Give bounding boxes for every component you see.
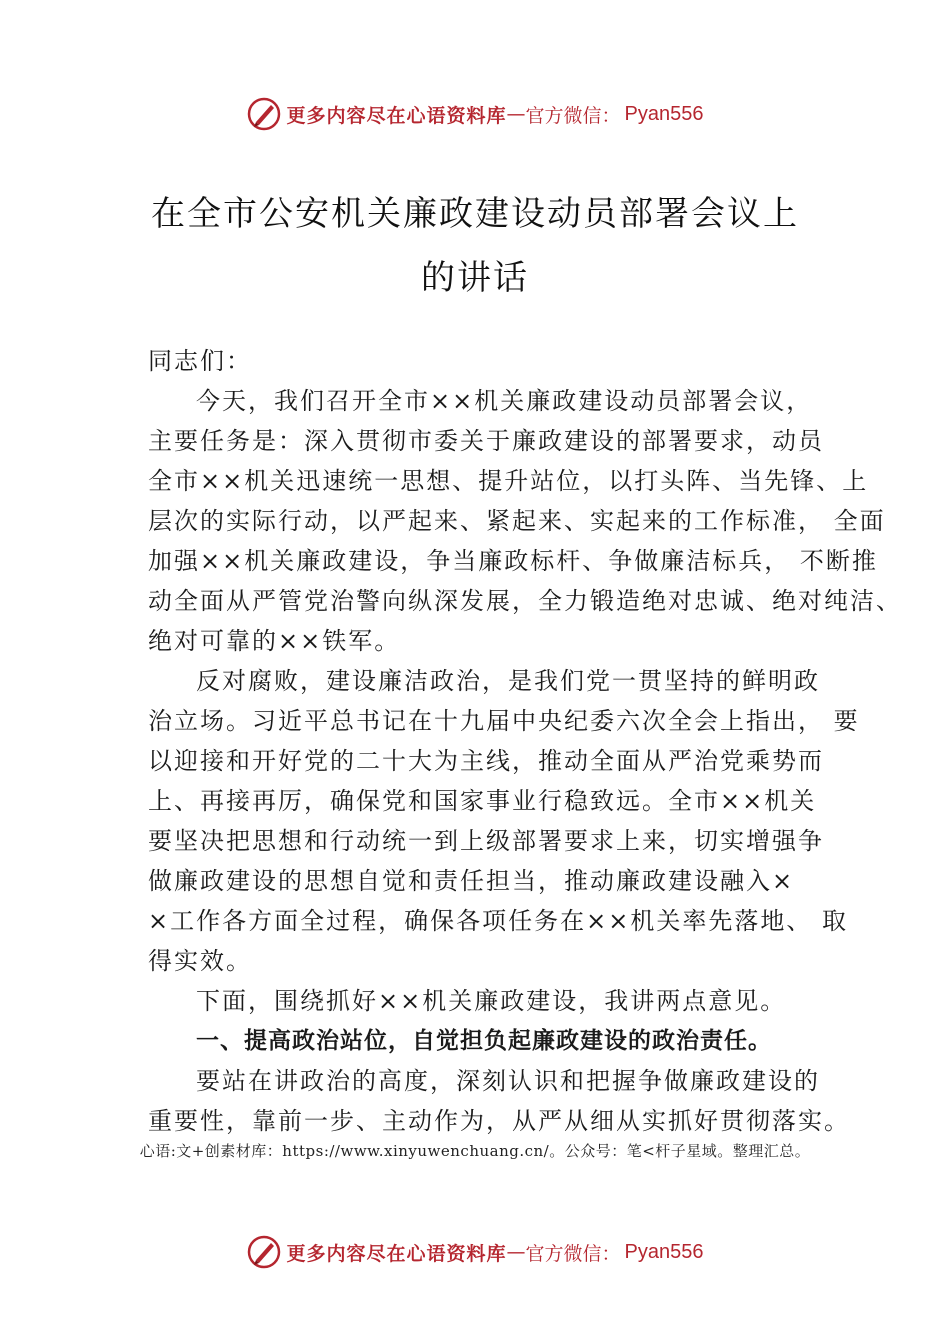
body-line: 重要性，靠前一步、主动作为，从严从细从实抓好贯彻落实。	[148, 1107, 850, 1135]
pen-logo-icon	[247, 97, 281, 131]
banner-separator: —	[506, 103, 526, 125]
body-line: 动全面从严管党治警向纵深发展，全力锻造绝对忠诚、绝对纯洁、	[148, 587, 902, 615]
body-line: 今天，我们召开全市××机关廉政建设动员部署会议，	[196, 387, 813, 415]
body-line: 做廉政建设的思想自觉和责任担当，推动廉政建设融入×	[148, 867, 795, 895]
banner-wechat-id: Pyan556	[624, 102, 704, 125]
banner-separator: —	[506, 1241, 526, 1263]
banner-wechat-id: Pyan556	[624, 1240, 704, 1263]
body-line: 层次的实际行动，以严起来、紧起来、实起来的工作标准， 全面	[148, 507, 886, 535]
footer-banner	[0, 1232, 950, 1272]
body-line: ×工作各方面全过程，确保各项任务在××机关率先落地、 取	[148, 907, 848, 935]
body-line: 要站在讲政治的高度，深刻认识和把握争做廉政建设的	[196, 1067, 820, 1095]
banner-text: 更多内容尽在心语资料库	[286, 1242, 507, 1265]
salutation: 同志们：	[148, 347, 252, 375]
body-line: 上、再接再厉，确保党和国家事业行稳致远。全市××机关	[148, 787, 817, 815]
page-title-line-1: 在全市公安机关廉政建设动员部署会议上	[151, 194, 799, 234]
footer-source-note: 心语:文+创素材库：https://www.xinyuwenchuang.cn/。公众号：笔<杆子星域。整理汇总。	[139, 1142, 811, 1160]
banner-wechat-label: 官方微信：	[525, 104, 621, 127]
body-line: 得实效。	[148, 947, 252, 975]
banner-wechat-label: 官方微信：	[525, 1242, 621, 1265]
body-line: 加强××机关廉政建设，争当廉政标杆、争做廉洁标兵， 不断推	[148, 547, 878, 575]
body-line: 主要任务是：深入贯彻市委关于廉政建设的部署要求，动员	[148, 427, 824, 455]
body-line: 治立场。习近平总书记在十九届中央纪委六次全会上指出， 要	[148, 707, 860, 735]
banner-text: 更多内容尽在心语资料库	[286, 104, 507, 127]
body-line: 绝对可靠的××铁军。	[148, 627, 401, 655]
body-line: 要坚决把思想和行动统一到上级部署要求上来，切实增强争	[148, 827, 824, 855]
body-line: 反对腐败，建设廉洁政治，是我们党一贯坚持的鲜明政	[196, 667, 820, 695]
page-title-line-2: 的讲话	[421, 258, 529, 298]
body-line: 全市××机关迅速统一思想、提升站位，以打头阵、当先锋、上	[148, 467, 869, 495]
body-line: 以迎接和开好党的二十大为主线，推动全面从严治党乘势而	[148, 747, 824, 775]
pen-logo-icon	[247, 1235, 281, 1269]
header-banner	[0, 94, 950, 134]
body-line: 下面，围绕抓好××机关廉政建设，我讲两点意见。	[196, 987, 787, 1015]
section-heading-1: 一、提高政治站位，自觉担负起廉政建设的政治责任。	[196, 1028, 772, 1054]
